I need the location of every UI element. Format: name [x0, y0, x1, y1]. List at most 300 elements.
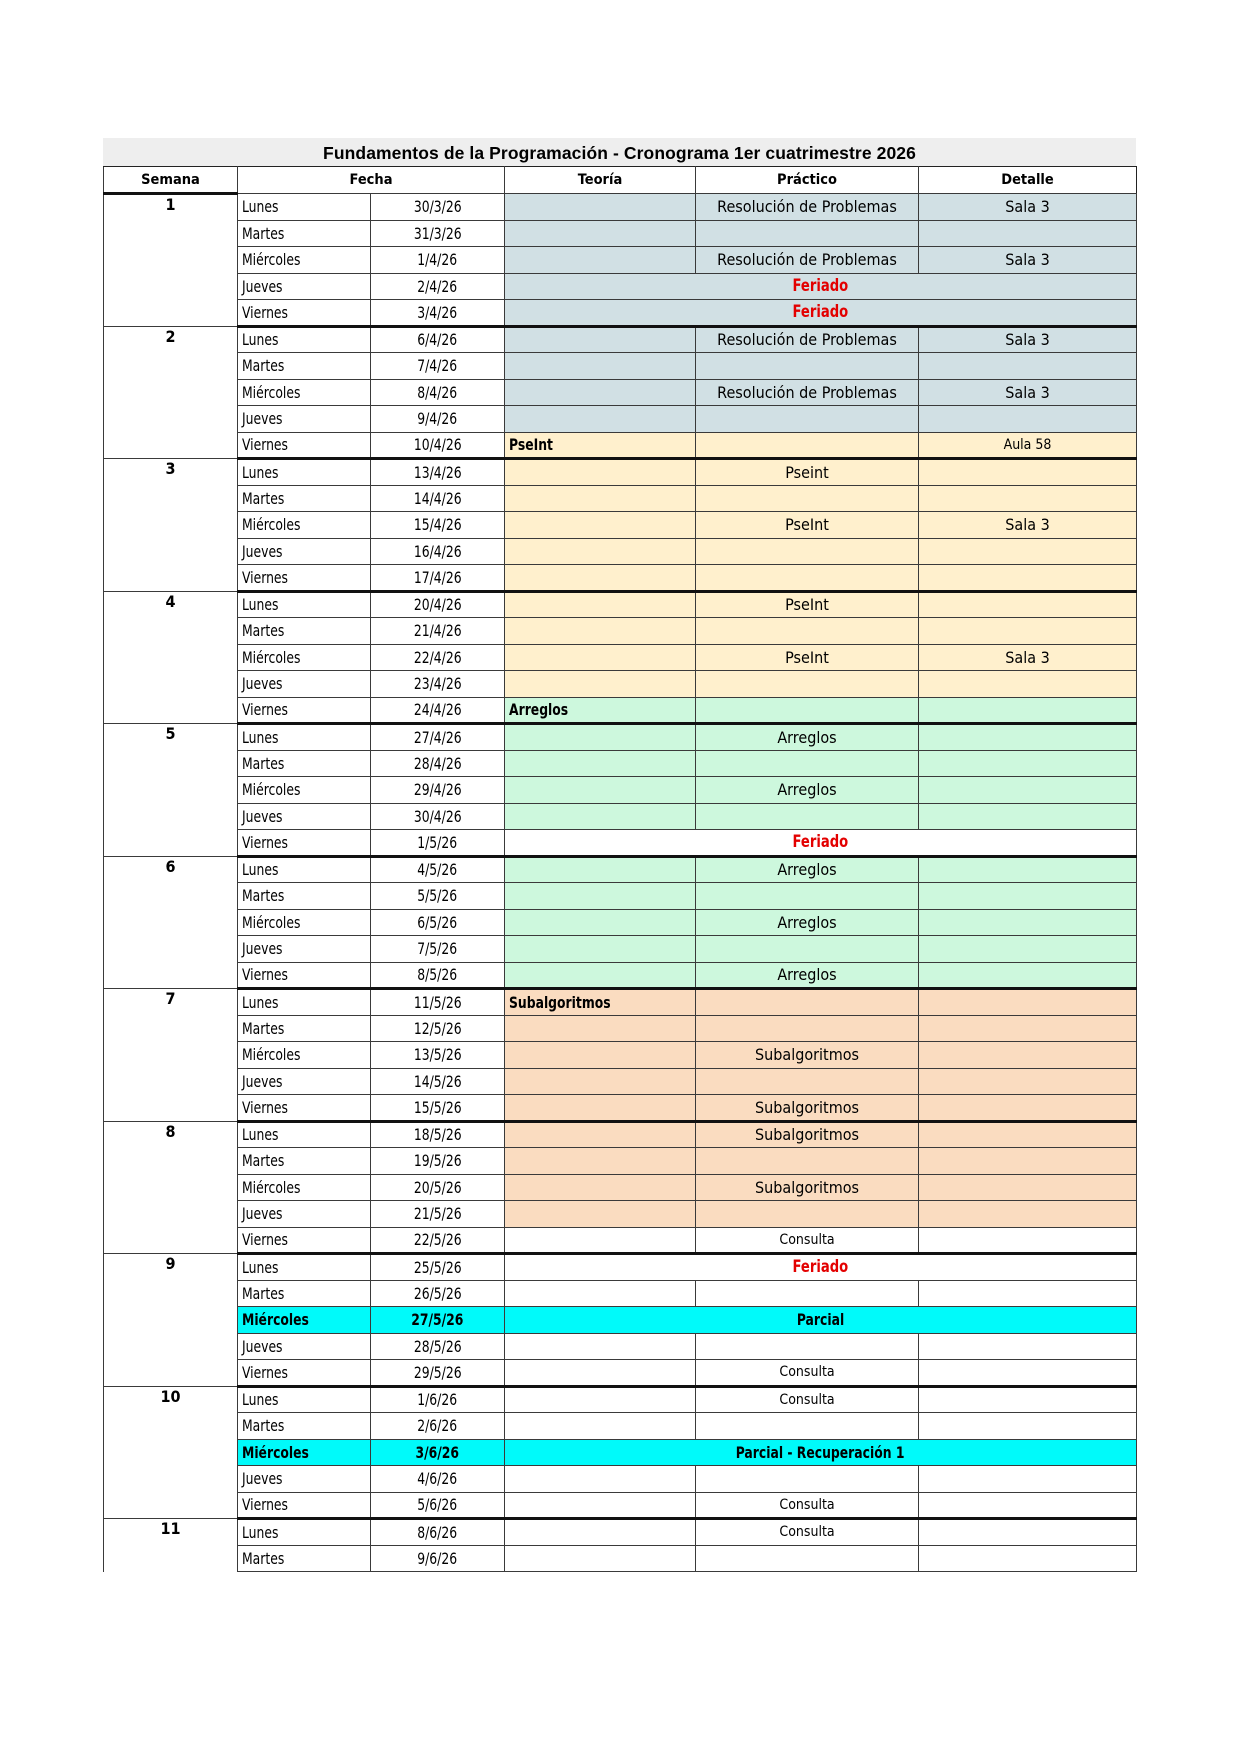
date-text: 10/4/26: [413, 435, 462, 455]
teoria-cell-text: Subalgoritmos: [509, 992, 611, 1012]
holiday-label: [505, 1254, 1137, 1281]
schedule-row: [104, 644, 1137, 671]
day-name-text: Lunes: [242, 595, 279, 615]
header-fecha: Fecha: [238, 167, 505, 194]
date-text: 6/5/26: [417, 912, 458, 932]
detalle-cell-text: Sala 3: [1005, 197, 1050, 217]
detalle-cell: [919, 989, 1137, 1016]
schedule-row: [104, 1174, 1137, 1201]
week-number: 5: [104, 724, 238, 857]
schedule-row: [104, 777, 1137, 804]
date-cell: [371, 883, 505, 910]
detalle-cell: [919, 247, 1137, 274]
practico-cell: [696, 1015, 919, 1042]
detalle-cell: [919, 883, 1137, 910]
day-name-text: Lunes: [242, 197, 279, 217]
day-name-text: Jueves: [242, 276, 283, 296]
date-text: 15/5/26: [413, 1097, 462, 1117]
date-text: 15/4/26: [413, 515, 462, 535]
practico-cell: [696, 432, 919, 459]
date-text: 28/5/26: [413, 1336, 462, 1356]
holiday-text: Feriado: [792, 302, 849, 323]
schedule-row: [104, 1068, 1137, 1095]
practico-cell: [696, 565, 919, 592]
date-cell: [371, 1015, 505, 1042]
schedule-row: [104, 1015, 1137, 1042]
date-text: 4/6/26: [417, 1469, 458, 1489]
week-number: 4: [104, 591, 238, 724]
practico-cell: [696, 538, 919, 565]
day-name-text: Martes: [242, 1018, 285, 1038]
header-detalle: Detalle: [919, 167, 1137, 194]
date-cell: [371, 406, 505, 433]
teoria-cell: [505, 194, 696, 221]
week-number: 9: [104, 1254, 238, 1387]
teoria-cell: [505, 1333, 696, 1360]
header-teoria: Teoría: [505, 167, 696, 194]
schedule-row: [104, 724, 1137, 751]
teoria-cell: [505, 777, 696, 804]
day-name-text: Miércoles: [242, 1177, 301, 1197]
date-cell: [371, 909, 505, 936]
date-text: 3/6/26: [415, 1442, 460, 1462]
teoria-cell: [505, 247, 696, 274]
day-name-text: Jueves: [242, 1469, 283, 1489]
practico-cell: [696, 803, 919, 830]
practico-cell-text: PseInt: [785, 515, 829, 535]
schedule-row: [104, 247, 1137, 274]
practico-cell-text: Subalgoritmos: [754, 1045, 860, 1065]
day-name-text: Lunes: [242, 1257, 279, 1277]
teoria-cell: [505, 538, 696, 565]
day-name-text: Jueves: [242, 806, 283, 826]
teoria-cell: [505, 432, 696, 459]
schedule-row: [104, 1121, 1137, 1148]
day-name: [238, 1015, 371, 1042]
detalle-cell: [919, 1466, 1137, 1493]
date-text: 16/4/26: [413, 541, 462, 561]
day-name: [238, 1466, 371, 1493]
teoria-cell: [505, 1280, 696, 1307]
practico-cell: [696, 1121, 919, 1148]
schedule-row: [104, 1148, 1137, 1175]
date-cell: [371, 194, 505, 221]
detalle-cell: [919, 1095, 1137, 1122]
detalle-cell-text: Sala 3: [1005, 647, 1050, 667]
date-text: 13/4/26: [413, 462, 462, 482]
day-name: [238, 1121, 371, 1148]
day-name: [238, 671, 371, 698]
schedule-sheet: [103, 138, 1136, 1572]
day-name-text: Lunes: [242, 462, 279, 482]
document-title: Fundamentos de la Programación - Cronograma 1er cuatrimestre 2026: [103, 138, 1136, 166]
detalle-cell: [919, 909, 1137, 936]
practico-cell-text: Pseint: [785, 462, 829, 482]
date-cell: [371, 1174, 505, 1201]
teoria-cell: [505, 1227, 696, 1254]
header-semana: Semana: [104, 167, 238, 194]
detalle-cell: [919, 1280, 1137, 1307]
day-name-text: Jueves: [242, 674, 283, 694]
teoria-cell: [505, 220, 696, 247]
date-cell: [371, 432, 505, 459]
date-cell: [371, 1121, 505, 1148]
date-text: 2/4/26: [417, 276, 458, 296]
day-name-text: Martes: [242, 1283, 285, 1303]
date-text: 13/5/26: [413, 1045, 462, 1065]
practico-cell: [696, 1333, 919, 1360]
detalle-cell: [919, 1492, 1137, 1519]
date-text: 20/4/26: [413, 595, 462, 615]
teoria-cell: [505, 1492, 696, 1519]
teoria-cell: [505, 909, 696, 936]
day-name: [238, 803, 371, 830]
detalle-cell: [919, 856, 1137, 883]
week-number: 1: [104, 194, 238, 327]
date-cell: [371, 1466, 505, 1493]
schedule-row: [104, 1360, 1137, 1387]
detalle-cell: [919, 194, 1137, 221]
day-name: [238, 1280, 371, 1307]
detalle-cell-text: Sala 3: [1005, 330, 1050, 350]
date-text: 1/5/26: [417, 832, 458, 852]
detalle-cell: [919, 671, 1137, 698]
practico-cell-text: Subalgoritmos: [754, 1177, 860, 1197]
practico-cell-text: Consulta: [779, 1496, 835, 1513]
date-text: 8/4/26: [417, 382, 458, 402]
practico-cell: [696, 618, 919, 645]
day-name: [238, 485, 371, 512]
detalle-cell: [919, 1545, 1137, 1572]
detalle-cell-text: Sala 3: [1005, 382, 1050, 402]
date-cell: [371, 485, 505, 512]
date-cell: [371, 326, 505, 353]
day-name: [238, 1201, 371, 1228]
day-name-text: Martes: [242, 356, 285, 376]
holiday-text: Feriado: [792, 832, 849, 853]
schedule-row: [104, 1254, 1137, 1281]
day-name: [238, 1254, 371, 1281]
day-name: [238, 1439, 371, 1466]
detalle-cell: [919, 936, 1137, 963]
schedule-row: [104, 1280, 1137, 1307]
detalle-cell: [919, 697, 1137, 724]
day-name-text: Martes: [242, 1548, 285, 1568]
date-cell: [371, 1280, 505, 1307]
day-name: [238, 1068, 371, 1095]
day-name-text: Miércoles: [242, 912, 301, 932]
schedule-row: [104, 353, 1137, 380]
date-cell: [371, 1519, 505, 1546]
week-number: 7: [104, 989, 238, 1122]
date-text: 28/4/26: [413, 753, 462, 773]
day-name: [238, 379, 371, 406]
day-name: [238, 1227, 371, 1254]
holiday-label: [505, 300, 1137, 327]
day-name-text: Viernes: [242, 567, 288, 587]
practico-cell: [696, 1201, 919, 1228]
practico-cell-text: Subalgoritmos: [754, 1125, 860, 1145]
practico-cell-text: Arreglos: [777, 780, 837, 800]
date-cell: [371, 671, 505, 698]
detalle-cell: [919, 1174, 1137, 1201]
day-name-text: Viernes: [242, 1230, 288, 1250]
header-row: [104, 167, 1137, 194]
practico-cell: [696, 1360, 919, 1387]
detalle-cell: [919, 432, 1137, 459]
date-cell: [371, 1360, 505, 1387]
date-text: 21/4/26: [413, 621, 462, 641]
day-name: [238, 777, 371, 804]
date-text: 2/6/26: [417, 1416, 458, 1436]
exam-label: [505, 1439, 1137, 1466]
practico-cell-text: Arreglos: [777, 860, 837, 880]
week-number: 6: [104, 856, 238, 989]
date-cell: [371, 1386, 505, 1413]
date-cell: [371, 247, 505, 274]
day-name: [238, 618, 371, 645]
date-text: 5/5/26: [417, 886, 458, 906]
teoria-cell: [505, 1360, 696, 1387]
practico-cell: [696, 1042, 919, 1069]
day-name-text: Jueves: [242, 1071, 283, 1091]
date-text: 6/4/26: [417, 330, 458, 350]
schedule-row: [104, 1519, 1137, 1546]
schedule-row: [104, 989, 1137, 1016]
teoria-cell: [505, 485, 696, 512]
practico-cell-text: PseInt: [785, 647, 829, 667]
day-name: [238, 1413, 371, 1440]
teoria-cell: [505, 1095, 696, 1122]
practico-cell: [696, 406, 919, 433]
teoria-cell: [505, 1201, 696, 1228]
schedule-row: [104, 1466, 1137, 1493]
schedule-row: [104, 220, 1137, 247]
teoria-cell: [505, 459, 696, 486]
detalle-cell: [919, 1148, 1137, 1175]
date-cell: [371, 830, 505, 857]
day-name-text: Viernes: [242, 302, 288, 322]
date-cell: [371, 697, 505, 724]
detalle-cell: [919, 777, 1137, 804]
day-name: [238, 830, 371, 857]
day-name: [238, 1360, 371, 1387]
week-number: 11: [104, 1519, 238, 1572]
practico-cell: [696, 962, 919, 989]
practico-cell: [696, 459, 919, 486]
day-name-text: Martes: [242, 1416, 285, 1436]
day-name: [238, 1042, 371, 1069]
date-cell: [371, 565, 505, 592]
detalle-cell: [919, 1068, 1137, 1095]
schedule-row: [104, 1386, 1137, 1413]
teoria-cell: [505, 856, 696, 883]
date-cell: [371, 1413, 505, 1440]
schedule-row: [104, 671, 1137, 698]
detalle-cell: [919, 220, 1137, 247]
practico-cell: [696, 1492, 919, 1519]
schedule-row: [104, 936, 1137, 963]
detalle-cell: [919, 750, 1137, 777]
date-cell: [371, 512, 505, 539]
day-name-text: Martes: [242, 886, 285, 906]
schedule-row: [104, 697, 1137, 724]
detalle-cell: [919, 1386, 1137, 1413]
day-name-text: Lunes: [242, 992, 279, 1012]
practico-cell-text: Resolución de Problemas: [717, 197, 897, 217]
date-text: 21/5/26: [413, 1204, 462, 1224]
teoria-cell: [505, 565, 696, 592]
detalle-cell: [919, 538, 1137, 565]
practico-cell: [696, 909, 919, 936]
teoria-cell: [505, 1413, 696, 1440]
day-name: [238, 1148, 371, 1175]
day-name-text: Jueves: [242, 939, 283, 959]
practico-cell: [696, 856, 919, 883]
teoria-cell: [505, 379, 696, 406]
day-name-text: Viernes: [242, 1097, 288, 1117]
day-name-text: Miércoles: [242, 1442, 309, 1462]
header-practico: Práctico: [696, 167, 919, 194]
date-cell: [371, 644, 505, 671]
day-name-text: Martes: [242, 753, 285, 773]
day-name-text: Lunes: [242, 727, 279, 747]
teoria-cell: [505, 1519, 696, 1546]
teoria-cell: [505, 406, 696, 433]
date-cell: [371, 1068, 505, 1095]
date-text: 17/4/26: [413, 567, 462, 587]
date-text: 9/4/26: [417, 409, 458, 429]
date-text: 14/5/26: [413, 1071, 462, 1091]
schedule-row: [104, 326, 1137, 353]
day-name: [238, 1333, 371, 1360]
day-name: [238, 1545, 371, 1572]
day-name: [238, 750, 371, 777]
teoria-cell: [505, 1174, 696, 1201]
detalle-cell: [919, 1015, 1137, 1042]
date-text: 27/4/26: [413, 727, 462, 747]
schedule-row: [104, 1227, 1137, 1254]
schedule-row: [104, 379, 1137, 406]
schedule-row: [104, 1201, 1137, 1228]
day-name-text: Miércoles: [242, 250, 301, 270]
date-text: 26/5/26: [413, 1283, 462, 1303]
day-name: [238, 856, 371, 883]
practico-cell: [696, 697, 919, 724]
day-name: [238, 1519, 371, 1546]
date-text: 25/5/26: [413, 1257, 462, 1277]
practico-cell: [696, 1280, 919, 1307]
practico-cell-text: Arreglos: [777, 965, 837, 985]
teoria-cell: [505, 724, 696, 751]
day-name-text: Martes: [242, 223, 285, 243]
day-name: [238, 194, 371, 221]
date-text: 4/5/26: [417, 860, 458, 880]
date-cell: [371, 300, 505, 327]
schedule-row: [104, 432, 1137, 459]
detalle-cell: [919, 1333, 1137, 1360]
day-name: [238, 1307, 371, 1334]
day-name: [238, 273, 371, 300]
day-name-text: Lunes: [242, 1125, 279, 1145]
week-number: 8: [104, 1121, 238, 1254]
date-text: 20/5/26: [413, 1177, 462, 1197]
schedule-row: [104, 830, 1137, 857]
date-text: 5/6/26: [417, 1495, 458, 1515]
holiday-text: Feriado: [792, 1257, 849, 1278]
date-text: 30/3/26: [413, 197, 462, 217]
date-cell: [371, 459, 505, 486]
date-cell: [371, 962, 505, 989]
holiday-text: Feriado: [792, 276, 849, 297]
date-text: 27/5/26: [411, 1310, 464, 1330]
day-name-text: Miércoles: [242, 1045, 301, 1065]
detalle-cell: [919, 326, 1137, 353]
date-text: 7/4/26: [417, 356, 458, 376]
date-cell: [371, 591, 505, 618]
detalle-cell-text: Sala 3: [1005, 250, 1050, 270]
date-text: 12/5/26: [413, 1018, 462, 1038]
date-cell: [371, 1545, 505, 1572]
schedule-row: [104, 1042, 1137, 1069]
teoria-cell: [505, 697, 696, 724]
schedule-body: [104, 194, 1137, 1572]
teoria-cell: [505, 512, 696, 539]
date-cell: [371, 353, 505, 380]
detalle-cell: [919, 406, 1137, 433]
date-cell: [371, 803, 505, 830]
detalle-cell: [919, 1121, 1137, 1148]
date-cell: [371, 273, 505, 300]
schedule-row: [104, 194, 1137, 221]
date-text: 30/4/26: [413, 806, 462, 826]
teoria-cell: [505, 883, 696, 910]
schedule-row: [104, 1413, 1137, 1440]
detalle-cell: [919, 485, 1137, 512]
practico-cell-text: Consulta: [779, 1391, 835, 1408]
exam-label: [505, 1307, 1137, 1334]
teoria-cell: [505, 326, 696, 353]
practico-cell-text: Resolución de Problemas: [717, 250, 897, 270]
teoria-cell: [505, 750, 696, 777]
practico-cell: [696, 512, 919, 539]
practico-cell: [696, 379, 919, 406]
teoria-cell: [505, 1121, 696, 1148]
day-name-text: Miércoles: [242, 515, 301, 535]
day-name-text: Viernes: [242, 832, 288, 852]
schedule-row: [104, 591, 1137, 618]
date-text: 23/4/26: [413, 674, 462, 694]
exam-text: Parcial: [796, 1310, 845, 1330]
date-cell: [371, 1307, 505, 1334]
teoria-cell-text: Arreglos: [509, 700, 569, 720]
exam-text: Parcial - Recuperación 1: [736, 1442, 905, 1462]
teoria-cell-text: PseInt: [509, 435, 553, 455]
date-cell: [371, 1254, 505, 1281]
detalle-cell: [919, 565, 1137, 592]
practico-cell: [696, 724, 919, 751]
practico-cell-text: Consulta: [779, 1524, 835, 1541]
day-name: [238, 962, 371, 989]
day-name-text: Lunes: [242, 1522, 279, 1542]
teoria-cell: [505, 1042, 696, 1069]
practico-cell-text: Arreglos: [777, 912, 837, 932]
practico-cell: [696, 989, 919, 1016]
day-name: [238, 883, 371, 910]
day-name-text: Miércoles: [242, 382, 301, 402]
detalle-cell: [919, 618, 1137, 645]
day-name: [238, 1386, 371, 1413]
